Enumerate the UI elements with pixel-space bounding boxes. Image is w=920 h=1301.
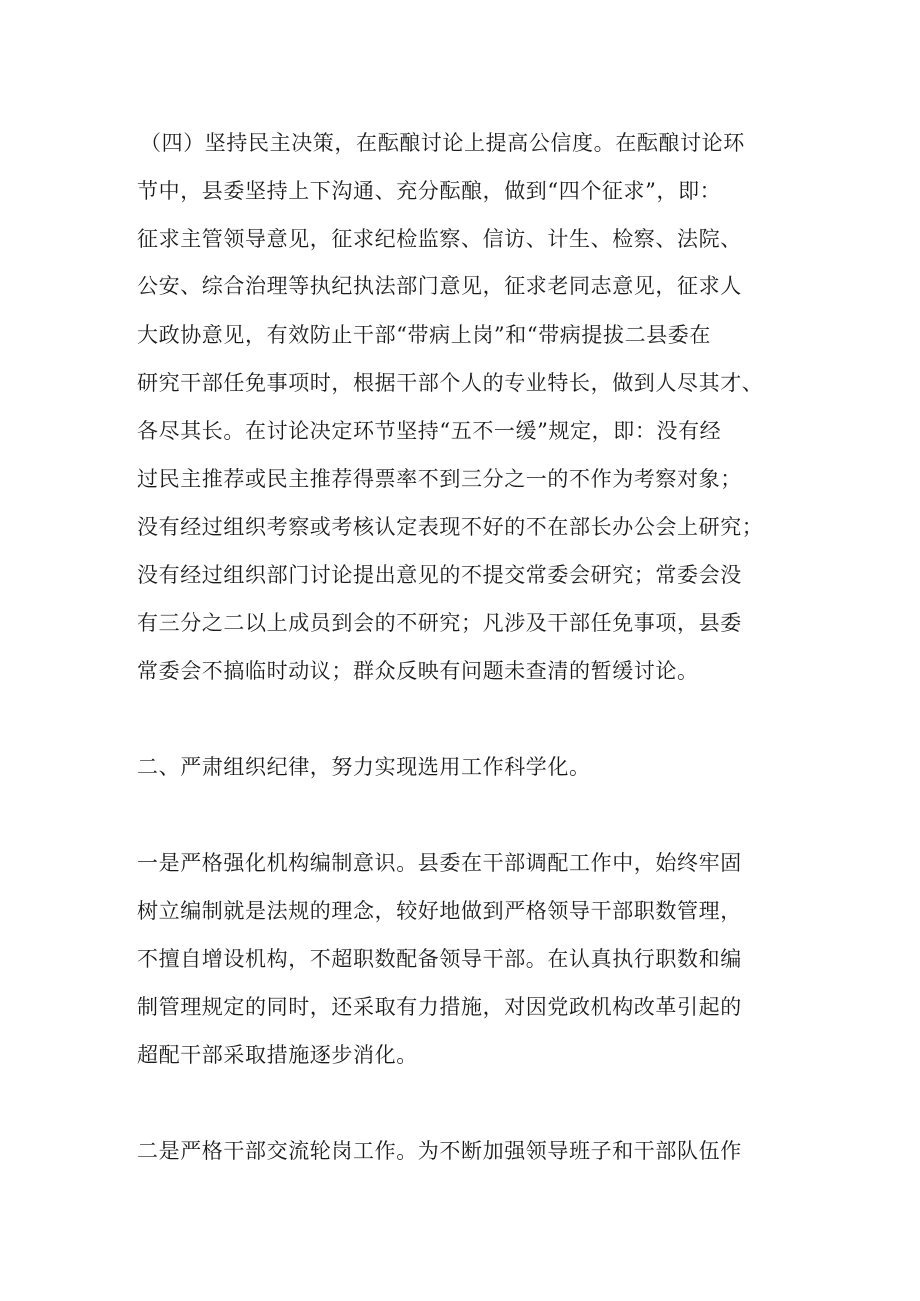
paragraph-2-line: 一是严格强化机构编制意识。县委在干部调配工作中，始终牢固 (137, 851, 742, 875)
section-heading: 二、严肃组织纪律，努力实现选用工作科学化。 (137, 755, 591, 779)
paragraph-2-line: 制管理规定的同时，还采取有力措施，对因党政机构改革引起的 (137, 995, 742, 1019)
paragraph-1-line: 各尽其长。在讨论决定环节坚持“五不一缓”规定，即：没有经 (137, 419, 722, 443)
paragraph-1-line: （四）坚持民主决策，在酝酿讨论上提高公信度。在酝酿讨论环 (140, 131, 745, 155)
paragraph-1-line: 节中，县委坚持上下沟通、充分酝酿，做到“四个征求”，即： (137, 179, 722, 203)
paragraph-1-line: 没有经过组织考察或考核认定表现不好的不在部长办公会上研究； (137, 515, 764, 539)
paragraph-1-line: 常委会不搞临时动议；群众反映有问题未查清的暂缓讨论。 (137, 659, 699, 683)
paragraph-2-line: 超配干部采取措施逐步消化。 (137, 1043, 418, 1067)
paragraph-2-line: 树立编制就是法规的理念，较好地做到严格领导干部职数管理， (137, 899, 742, 923)
paragraph-1-line: 研究干部任免事项时，根据干部个人的专业特长，做到人尽其才、 (137, 371, 764, 395)
paragraph-1-line: 有三分之二以上成员到会的不研究；凡涉及干部任免事项，县委 (137, 611, 742, 635)
paragraph-1-line: 公安、综合治理等执纪执法部门意见，征求老同志意见，征求人 (137, 274, 742, 298)
paragraph-1-line: 没有经过组织部门讨论提出意见的不提交常委会研究；常委会没 (137, 563, 742, 587)
paragraph-1-line: 大政协意见，有效防止干部“带病上岗”和“带病提拔二县委在 (137, 323, 712, 347)
paragraph-2-line: 不擅自增设机构，不超职数配备领导干部。在认真执行职数和编 (137, 947, 742, 971)
paragraph-1-line: 过民主推荐或民主推荐得票率不到三分之一的不作为考察对象； (137, 467, 742, 491)
paragraph-3-line: 二是严格干部交流轮岗工作。为不断加强领导班子和干部队伍作 (137, 1139, 742, 1163)
paragraph-1-line: 征求主管领导意见，征求纪检监察、信访、计生、检察、法院、 (137, 227, 742, 251)
